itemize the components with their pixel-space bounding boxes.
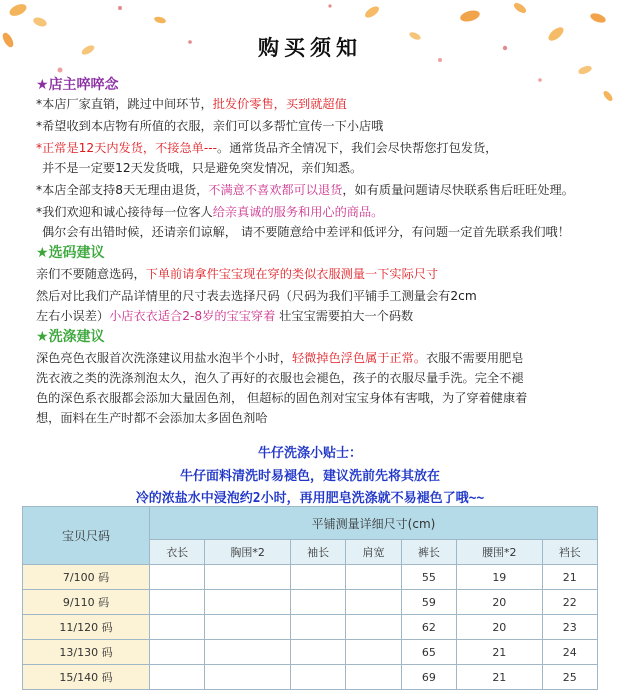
table-cell: 23: [542, 615, 597, 640]
table-cell: [346, 590, 401, 615]
table-cell: 21: [457, 665, 543, 690]
table-cell: [290, 665, 345, 690]
table-cell: [205, 565, 291, 590]
table-cell: [346, 565, 401, 590]
star-icon: ★: [36, 77, 49, 93]
size-cell: 13/130 码: [23, 640, 150, 665]
table-row: [23, 565, 598, 590]
table-cell: [346, 665, 401, 690]
store-line-1: *本店厂家直销，跳过中间环节，批发价零售，买到就超值: [36, 97, 347, 111]
col-header: 腰围*2: [457, 540, 543, 565]
measure-group-header: 平铺测量详细尺寸(cm): [150, 507, 598, 540]
col-header: 袖长: [290, 540, 345, 565]
table-cell: [205, 615, 291, 640]
table-cell: 69: [401, 665, 456, 690]
size-cell: 15/140 码: [23, 665, 150, 690]
table-row: [23, 640, 598, 665]
table-cell: [150, 590, 205, 615]
table-cell: 65: [401, 640, 456, 665]
table-cell: [290, 615, 345, 640]
wash-line-1: 深色亮色衣服首次洗涤建议用盐水泡半个小时，轻微掉色浮色属于正常。衣服不需要用肥皂: [36, 351, 524, 365]
table-cell: [150, 565, 205, 590]
table-cell: 25: [542, 665, 597, 690]
table-cell: [290, 565, 345, 590]
table-row: [23, 615, 598, 640]
table-cell: 20: [457, 590, 543, 615]
table-row: [23, 665, 598, 690]
table-cell: [205, 665, 291, 690]
wash-line-2: 洗衣液之类的洗涤剂泡太久，泡久了再好的衣服也会褪色，孩子的衣服尽量手洗。完全不褪: [36, 371, 524, 385]
store-line-6: *我们欢迎和诚心接待每一位客人给亲真诚的服务和用心的商品。: [36, 205, 384, 219]
table-cell: [346, 640, 401, 665]
table-cell: [205, 640, 291, 665]
size-line-2: 然后对比我们产品详情里的尺寸表去选择尺码（尺码为我们平铺手工测量会有2cm: [36, 289, 477, 303]
table-cell: 21: [542, 565, 597, 590]
section-heading-wash: ★洗涤建议: [36, 329, 105, 345]
table-cell: 62: [401, 615, 456, 640]
tips-line-2: 冷的浓盐水中浸泡约2小时，再用肥皂洗涤就不易褪色了哦~~: [135, 491, 485, 506]
table-cell: 59: [401, 590, 456, 615]
table-cell: [205, 590, 291, 615]
table-cell: 20: [457, 615, 543, 640]
wash-line-3: 色的深色系衣服都会添加大量固色剂， 但超标的固色剂对宝宝身体有害哦，为了穿着健康着: [36, 391, 528, 405]
table-cell: 24: [542, 640, 597, 665]
col-header: 裤长: [401, 540, 456, 565]
table-cell: 22: [542, 590, 597, 615]
table-cell: [150, 615, 205, 640]
size-cell: 9/110 码: [23, 590, 150, 615]
size-table: [22, 506, 598, 690]
page-title: 购买须知: [258, 36, 362, 60]
size-line-3: 左右小误差）小店衣衣适合2-8岁的宝宝穿着 壮宝宝需要拍大一个码数: [36, 309, 414, 323]
table-cell: [290, 590, 345, 615]
table-cell: [150, 665, 205, 690]
store-line-5: *本店全部支持8天无理由退货，不满意不喜欢都可以退货，如有质量问题请尽快联系售后旺旺处理。: [36, 183, 574, 197]
size-cell: 11/120 码: [23, 615, 150, 640]
store-line-2: *希望收到本店物有所值的衣服，亲们可以多帮忙宣传一下小店哦: [36, 119, 384, 133]
store-line-3: *正常是12天内发货，不接急单---。通常货品齐全情况下，我们会尽快帮您打包发货，: [36, 141, 498, 155]
table-cell: [150, 640, 205, 665]
section-heading-store: ★店主啐啐念: [36, 77, 119, 93]
section-heading-size: ★选码建议: [36, 245, 105, 261]
store-line-7: 偶尔会有出错时候，还请亲们谅解， 请不要随意给中差评和低评分，有问题一定首先联系我们哦！: [42, 225, 570, 239]
tips-title: 牛仔洗涤小贴士：: [257, 446, 362, 461]
size-header: 宝贝尺码: [23, 507, 150, 565]
col-header: 裆长: [542, 540, 597, 565]
table-cell: 55: [401, 565, 456, 590]
store-line-4: 并不是一定要12天发货哦，只是避免突发情况，亲们知悉。: [42, 161, 363, 175]
size-cell: 7/100 码: [23, 565, 150, 590]
table-cell: [290, 640, 345, 665]
star-icon: ★: [36, 329, 49, 345]
tips-line-1: 牛仔面料清洗时易褪色，建议洗前先将其放在: [179, 469, 440, 484]
table-cell: [346, 615, 401, 640]
col-header: 衣长: [150, 540, 205, 565]
table-cell: 19: [457, 565, 543, 590]
table-row: [23, 590, 598, 615]
col-header: 胸围*2: [205, 540, 291, 565]
size-line-1: 亲们不要随意选码，下单前请拿件宝宝现在穿的类似衣服测量一下实际尺寸: [36, 267, 439, 281]
star-icon: ★: [36, 245, 49, 261]
wash-line-4: 想，面料在生产时都不会添加太多固色剂哈: [36, 411, 268, 425]
col-header: 肩宽: [346, 540, 401, 565]
table-cell: 21: [457, 640, 543, 665]
